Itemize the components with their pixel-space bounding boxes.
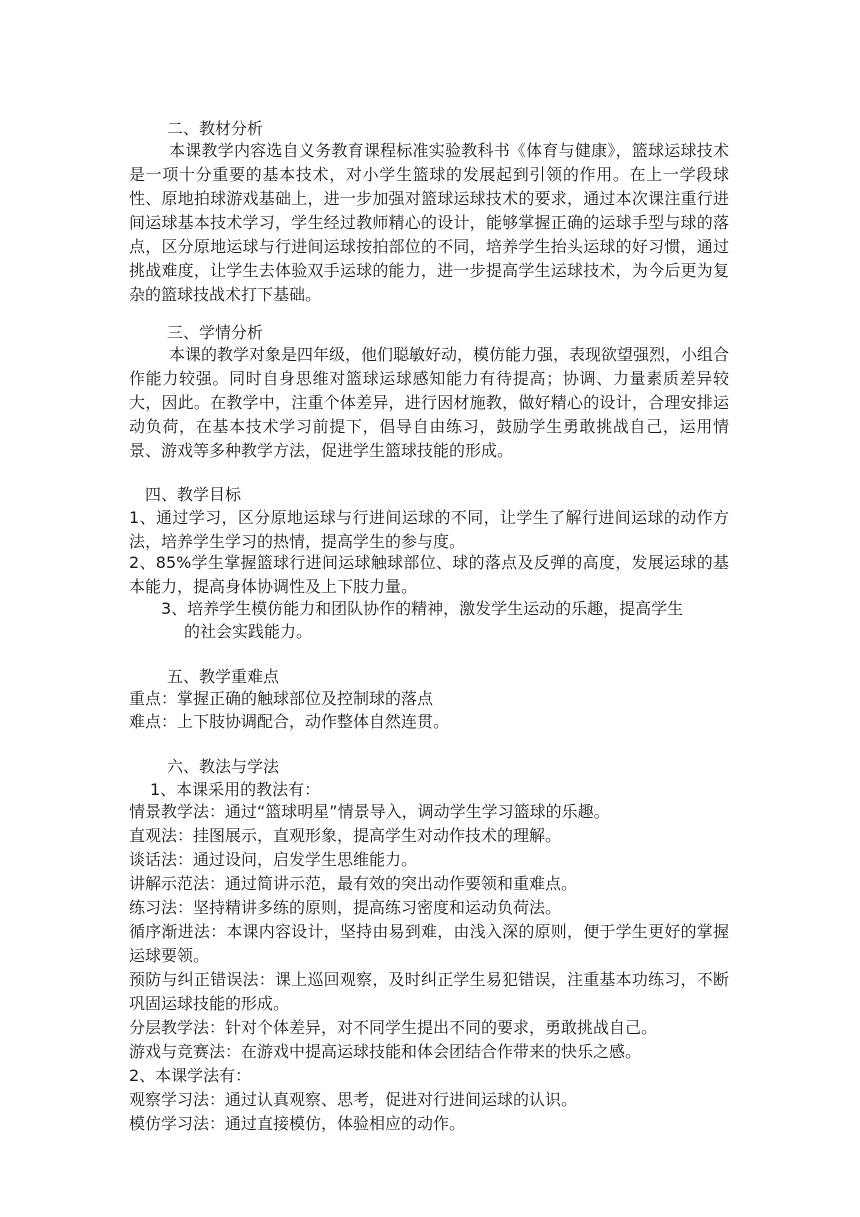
section-heading-key-difficult-points: 五、教学重难点	[167, 667, 280, 686]
teaching-method-item: 情景教学法：通过“篮球明星”情景导入，调动学生学习篮球的乐趣。	[129, 802, 610, 821]
key-point-text: 重点：掌握正确的触球部位及控制球的落点	[129, 689, 434, 708]
teaching-method-item: 游戏与竞赛法：在游戏中提高运球技能和体会团结合作带来的快乐之感。	[129, 1042, 642, 1061]
teaching-methods-title: 1、本课采用的教法有：	[150, 780, 321, 799]
teaching-goal-2: 2、85%学生掌握篮球行进间运球触球部位、球的落点及反弹的高度，发展运球的基本能力，提高身体协调性及上下肢力量。	[129, 553, 729, 596]
learning-method-item: 观察学习法：通过认真观察、思考，促进对行进间运球的认识。	[129, 1090, 578, 1109]
student-analysis-paragraph: 本课的教学对象是四年级，他们聪敏好动，模仿能力强，表现欲望强烈，小组合作能力较强。同时自身思维对篮球运球感知能力有待提高；协调、力量素质差异较大，因此。在教学中，注重个体差异，进行因材施教，做好精心的设计，合理安排运动负荷，在基本技术学习前提下，倡导自由练习，鼓励学生勇敢挑战自己，运用情景、游戏等多种教学方法，促进学生篮球技能的形成。	[129, 345, 730, 460]
material-analysis-paragraph: 本课教学内容选自义务教育课程标准实验教科书《体育与健康》，篮球运球技术是一项十分重要的基本技术，对小学生篮球的发展起到引领的作用。在上一学段球性、原地拍球游戏基础上，进一步加强对篮球运球技术的要求，通过本次课注重行进间运球基本技术学习，学生经过教师精心的设计，能够掌握正确的运球手型与球的落点，区分原地运球与行进间运球按拍部位的不同，培养学生抬头运球的好习惯，通过挑战难度，让学生去体验双手运球的能力，进一步提高学生运球技术，为今后更为复杂的篮球技战术打下基础。	[129, 141, 729, 304]
section-heading-teaching-goals: 四、教学目标	[145, 485, 242, 504]
teaching-method-item: 预防与纠正错误法：课上巡回观察，及时纠正学生易犯错误，注重基本功练习，不断巩固运球技能的形成。	[129, 970, 729, 1013]
learning-method-item: 模仿学习法：通过直接模仿，体验相应的动作。	[129, 1114, 466, 1133]
teaching-method-item: 循序渐进法：本课内容设计，坚持由易到难，由浅入深的原则，便于学生更好的掌握运球要领。	[129, 922, 729, 965]
teaching-goal-1: 1、通过学习，区分原地运球与行进间运球的不同，让学生了解行进间运球的动作方法，培养学生学习的热情，提高学生的参与度。	[129, 508, 729, 551]
teaching-method-item: 练习法：坚持精讲多练的原则，提高练习密度和运动负荷法。	[129, 898, 562, 917]
section-heading-material-analysis: 二、教材分析	[167, 119, 264, 138]
teaching-method-item: 讲解示范法：通过简讲示范，最有效的突出动作要领和重难点。	[129, 874, 578, 893]
learning-methods-title: 2、本课学法有：	[129, 1066, 252, 1085]
teaching-goal-3-line-2: 的社会实践能力。	[184, 622, 313, 641]
teaching-methods-list	[129, 800, 729, 1136]
teaching-method-item: 分层教学法：针对个体差异，对不同学生提出不同的要求，勇敢挑战自己。	[129, 1018, 658, 1037]
teaching-goal-3-line-1: 3、培养学生模仿能力和团队协作的精神，激发学生运动的乐趣，提高学生	[161, 599, 684, 618]
section-heading-student-analysis: 三、学情分析	[167, 323, 264, 342]
teaching-method-item: 直观法：挂图展示，直观形象，提高学生对动作技术的理解。	[129, 826, 562, 845]
difficulty-text: 难点：上下肢协调配合，动作整体自然连贯。	[129, 712, 450, 731]
teaching-method-item: 谈话法：通过设问，启发学生思维能力。	[129, 850, 418, 869]
section-heading-methods: 六、教法与学法	[167, 757, 280, 776]
